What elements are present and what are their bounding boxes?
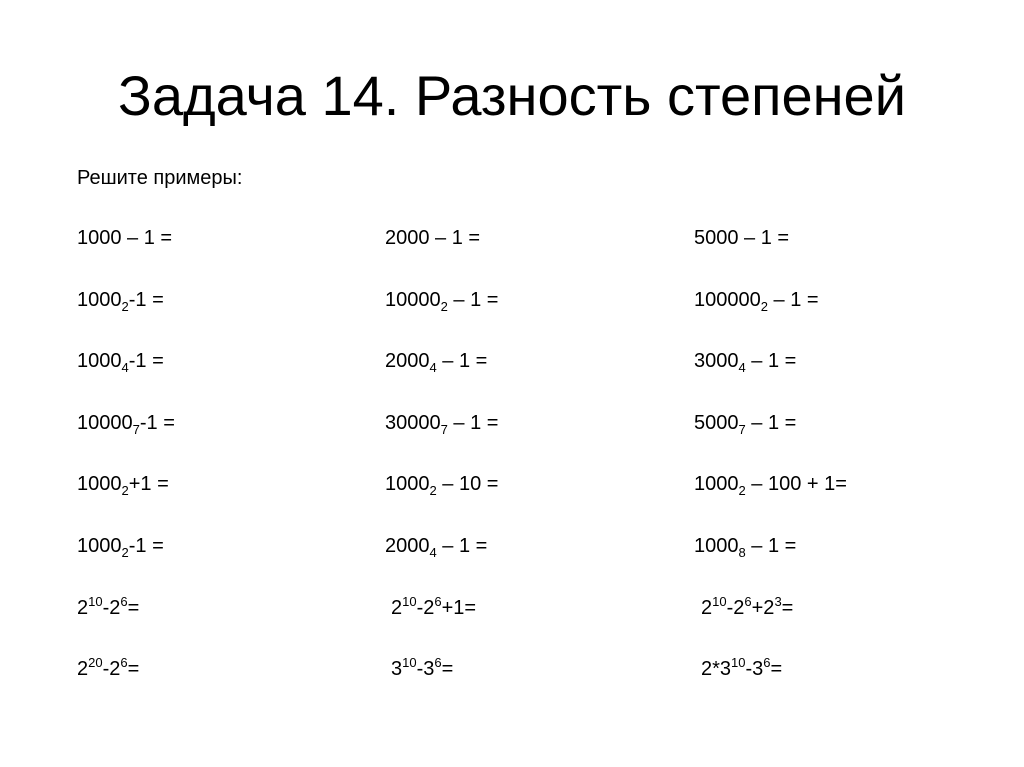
- math-example: [694, 469, 847, 499]
- exponent-superscript: 10: [88, 593, 103, 609]
- math-example: [694, 346, 796, 376]
- expression-text: -2: [416, 596, 435, 619]
- math-example: [391, 593, 476, 623]
- base-subscript: 7: [132, 421, 140, 437]
- expression-text: 2: [391, 596, 403, 619]
- expression-text: – 10 =: [436, 473, 499, 496]
- math-example: [77, 654, 139, 684]
- exponent-superscript: 10: [402, 593, 417, 609]
- base-subscript: 4: [429, 360, 437, 376]
- math-example: [385, 408, 498, 438]
- expression-text: 10000: [77, 411, 133, 434]
- expression-text: 10000: [385, 288, 441, 311]
- base-subscript: 2: [121, 298, 129, 314]
- base-subscript: 4: [121, 360, 129, 376]
- expression-text: -2: [102, 596, 121, 619]
- math-example: [694, 531, 796, 561]
- math-example: [77, 469, 169, 499]
- expression-text: 1000: [77, 473, 122, 496]
- expression-text: 5000 – 1 =: [694, 227, 790, 249]
- expression-text: +1 =: [128, 473, 169, 496]
- exponent-superscript: 10: [712, 593, 727, 609]
- math-example: [701, 593, 793, 623]
- expression-text: 1000: [694, 473, 739, 496]
- instruction-text: Решите примеры:: [77, 167, 243, 189]
- base-subscript: 4: [429, 544, 437, 560]
- expression-text: – 1 =: [745, 411, 797, 434]
- expression-text: =: [127, 658, 140, 681]
- math-example: [77, 223, 172, 253]
- expression-text: =: [770, 658, 783, 681]
- math-example: [385, 223, 480, 253]
- expression-text: 2: [77, 658, 89, 681]
- exponent-superscript: 10: [402, 655, 417, 671]
- math-example: [385, 531, 487, 561]
- expression-text: 2*3: [701, 658, 732, 681]
- base-subscript: 7: [738, 421, 746, 437]
- expression-text: – 1 =: [745, 350, 797, 373]
- expression-text: – 1 =: [447, 411, 499, 434]
- exponent-superscript: 6: [120, 593, 128, 609]
- expression-text: 3: [391, 658, 403, 681]
- base-subscript: 2: [738, 483, 746, 499]
- expression-text: 1000: [385, 473, 430, 496]
- expression-text: 3000: [694, 350, 739, 373]
- expression-text: 30000: [385, 411, 441, 434]
- expression-text: +2: [751, 596, 775, 619]
- math-example: [77, 531, 164, 561]
- math-example: [77, 408, 175, 438]
- exponent-superscript: 6: [434, 655, 442, 671]
- math-example: [77, 346, 164, 376]
- math-example: [694, 223, 789, 253]
- example-row: [77, 531, 977, 593]
- math-example: [385, 346, 487, 376]
- exponent-superscript: 20: [88, 655, 103, 671]
- expression-text: 2000: [385, 350, 430, 373]
- expression-text: 1000: [77, 534, 122, 557]
- math-example: [385, 285, 498, 315]
- base-subscript: 7: [440, 421, 448, 437]
- math-example: [77, 593, 139, 623]
- example-row: [77, 469, 977, 531]
- exponent-superscript: 6: [434, 593, 442, 609]
- expression-text: -1 =: [128, 534, 164, 557]
- math-example: [694, 285, 819, 315]
- example-row: [77, 223, 977, 285]
- example-row: [77, 654, 977, 716]
- exponent-superscript: 6: [120, 655, 128, 671]
- math-example: [391, 654, 453, 684]
- expression-text: 100000: [694, 288, 761, 311]
- expression-text: -1 =: [139, 411, 175, 434]
- expression-text: -1 =: [128, 288, 164, 311]
- expression-text: – 1 =: [447, 288, 499, 311]
- math-example: [701, 654, 782, 684]
- expression-text: =: [441, 658, 454, 681]
- expression-text: 1000 – 1 =: [77, 227, 173, 249]
- expression-text: 5000: [694, 411, 739, 434]
- expression-text: – 1 =: [436, 534, 488, 557]
- slide-title: Задача 14. Разность степеней: [118, 64, 906, 127]
- expression-text: – 1 =: [767, 288, 819, 311]
- math-example: [694, 408, 796, 438]
- expression-text: +1=: [441, 596, 477, 619]
- example-row: [77, 593, 977, 655]
- examples-grid: [77, 223, 977, 716]
- base-subscript: 2: [440, 298, 448, 314]
- expression-text: 2000: [385, 534, 430, 557]
- exponent-superscript: 10: [731, 655, 746, 671]
- expression-text: -3: [416, 658, 435, 681]
- example-row: [77, 285, 977, 347]
- math-example: [385, 469, 498, 499]
- expression-text: 1000: [694, 534, 739, 557]
- base-subscript: 2: [121, 483, 129, 499]
- expression-text: -2: [102, 658, 121, 681]
- expression-text: -3: [745, 658, 764, 681]
- expression-text: 2000 – 1 =: [385, 227, 481, 249]
- expression-text: – 1 =: [745, 534, 797, 557]
- expression-text: =: [127, 596, 140, 619]
- base-subscript: 2: [429, 483, 437, 499]
- expression-text: – 100 + 1=: [745, 473, 847, 496]
- expression-text: 1000: [77, 288, 122, 311]
- example-row: [77, 408, 977, 470]
- expression-text: 2: [77, 596, 89, 619]
- base-subscript: 8: [738, 544, 746, 560]
- base-subscript: 2: [760, 298, 768, 314]
- expression-text: -2: [726, 596, 745, 619]
- exponent-superscript: 6: [763, 655, 771, 671]
- math-example: [77, 285, 164, 315]
- expression-text: 2: [701, 596, 713, 619]
- expression-text: – 1 =: [436, 350, 488, 373]
- base-subscript: 4: [738, 360, 746, 376]
- exponent-superscript: 3: [774, 593, 782, 609]
- exponent-superscript: 6: [744, 593, 752, 609]
- expression-text: -1 =: [128, 350, 164, 373]
- expression-text: 1000: [77, 350, 122, 373]
- example-row: [77, 346, 977, 408]
- expression-text: =: [781, 596, 794, 619]
- base-subscript: 2: [121, 544, 129, 560]
